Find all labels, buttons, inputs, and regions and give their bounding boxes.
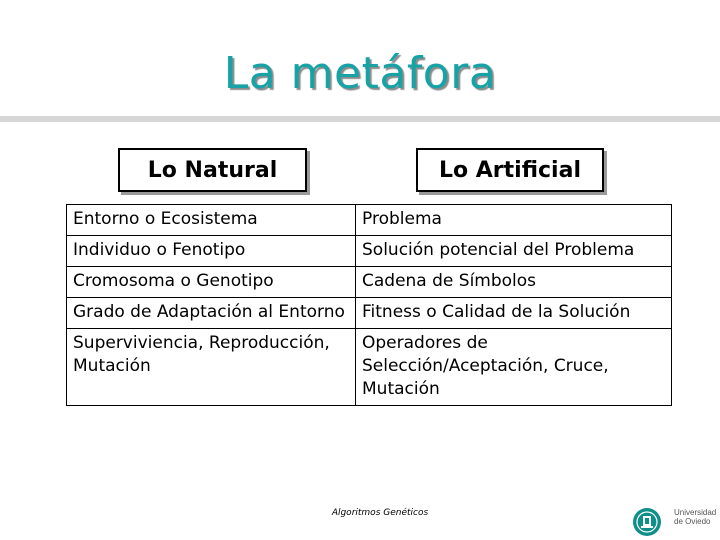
natural-cell: Superviviencia, Reproducción, Mutación <box>67 329 356 406</box>
natural-cell: Cromosoma o Genotipo <box>67 267 356 298</box>
university-seal-icon <box>632 507 662 537</box>
artificial-cell: Operadores de Selección/Aceptación, Cruce, Mutación <box>356 329 672 406</box>
natural-cell: Entorno o Ecosistema <box>67 205 356 236</box>
logo-line-1: Universidad <box>674 508 717 517</box>
table-row <box>67 298 672 329</box>
metaphor-table <box>66 204 672 406</box>
table-row <box>67 236 672 267</box>
title-divider <box>0 116 720 122</box>
artificial-cell: Solución potencial del Problema <box>356 236 672 267</box>
artificial-cell: Fitness o Calidad de la Solución <box>356 298 672 329</box>
table-row <box>67 329 672 406</box>
table-row <box>67 205 672 236</box>
slide-title: La metáfora <box>223 48 497 99</box>
header-artificial: Lo Artificial <box>416 148 604 192</box>
header-natural: Lo Natural <box>118 148 307 192</box>
logo-line-2: de Oviedo <box>674 517 711 526</box>
natural-cell: Individuo o Fenotipo <box>67 236 356 267</box>
table-row <box>67 267 672 298</box>
artificial-cell: Problema <box>356 205 672 236</box>
university-name <box>674 508 716 526</box>
natural-cell: Grado de Adaptación al Entorno <box>67 298 356 329</box>
university-logo <box>632 505 716 537</box>
footer-text: Algoritmos Genéticos <box>331 508 429 518</box>
artificial-cell: Cadena de Símbolos <box>356 267 672 298</box>
